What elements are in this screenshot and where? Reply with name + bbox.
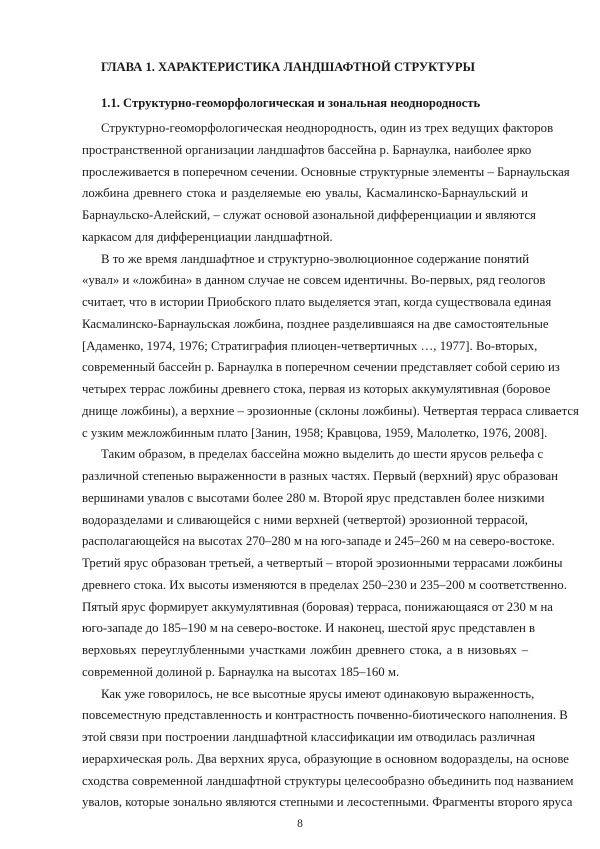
- text-line: Как уже говорилось, не все высотные ярусы имеют одинаковую выраженность,: [101, 686, 535, 701]
- text-line: водоразделами и сливающейся с ними верхней (четвертой) эрозионной террасой,: [82, 512, 528, 527]
- section-title: 1.1. Структурно-геоморфологическая и зональная неоднородность: [101, 96, 481, 110]
- text-line: каркасом для дифференциации ландшафтной.: [82, 229, 333, 244]
- text-line: Пятый ярус формирует аккумулятивная (боровая) терраса, понижающаяся от 230 м на: [82, 599, 553, 614]
- text-line: четырех террас ложбины древнего стока, первая из которых аккумулятивная (боровое: [82, 382, 551, 396]
- text-line: Касмалинско-Барнаульская ложбина, позднее разделившаяся на две самостоятельные: [82, 316, 549, 331]
- chapter-title: ГЛАВА 1. ХАРАКТЕРИСТИКА ЛАНДШАФТНОЙ СТРУКТУРЫ: [101, 60, 475, 74]
- text-line: располагающейся на высотах 270–280 м на юго-западе и 245–260 м на северо-востоке.: [82, 534, 555, 549]
- text-line: Барнаульско-Алейский, – служат основой азональной дифференциации и являются: [82, 208, 536, 222]
- body-text: [82, 118, 579, 814]
- text-line: пространственной организации ландшафтов бассейна р. Барнаулка, наиболее ярко: [82, 142, 532, 157]
- paragraph: [82, 249, 579, 445]
- text-line: днище ложбины), а верхние – эрозионные (склоны ложбины). Четвертая терраса сливается: [82, 403, 579, 418]
- text-line: прослеживается в поперечном сечении. Основные структурные элементы – Барнаульская: [82, 164, 570, 179]
- text-line: Третий ярус образован третьей, а четвертый – второй эрозионными террасами ложбины: [82, 556, 563, 570]
- page-number: 8: [297, 818, 303, 830]
- paragraph: [82, 444, 567, 683]
- text-line: В то же время ландшафтное и структурно-эволюционное содержание понятий: [101, 251, 530, 266]
- text-line: повсеместную представленность и контрастность почвенно-биотического наполнения. В: [82, 708, 568, 723]
- text-line: древнего стока. Их высоты изменяются в пределах 250–230 и 235–200 м соответственно.: [82, 577, 567, 592]
- text-line: различной степенью выраженности в разных частях. Первый (верхний) ярус образован: [82, 469, 559, 483]
- text-line: этой связи при построении ландшафтной классификации им отводилась различная: [82, 730, 536, 744]
- text-line: «увал» и «ложбина» в данном случае не совсем идентичны. Во-первых, ряд геологов: [82, 273, 546, 288]
- text-line: современной долиной р. Барнаулка на высотах 185–160 м.: [82, 664, 400, 679]
- text-line: Структурно-геоморфологическая неоднородность, один из трех ведущих факторов: [101, 121, 554, 135]
- text-line: юго-западе до 185–190 м на северо-востоке. И наконец, шестой ярус представлен в: [82, 621, 536, 636]
- text-line: верховьях переуглубленными участками ложбин древнего стока, а в низовьях –: [82, 643, 528, 657]
- text-line: современный бассейн р. Барнаулка в поперечном сечении представляет собой серию из: [82, 360, 560, 375]
- paragraph: [82, 118, 570, 249]
- text-line: вершинами увалов с высотами более 280 м. Второй ярус представлен более низкими: [82, 490, 545, 505]
- text-line: ложбина древнего стока и разделяемые ею увалы, Касмалинско-Барнаульский и: [82, 186, 528, 201]
- text-line: с узким межложбинным плато [Занин, 1958; Кравцова, 1959, Малолетко, 1976, 2008].: [82, 425, 548, 440]
- paragraph: [82, 684, 574, 815]
- text-line: увалов, которые зонально являются степными и лесостепными. Фрагменты второго яруса: [82, 795, 573, 810]
- text-line: Таким образом, в пределах бассейна можно выделить до шести ярусов рельефа с: [101, 447, 544, 462]
- text-line: [Адаменко, 1974, 1976; Стратиграфия плиоцен-четвертичных …, 1977]. Во-вторых,: [82, 338, 538, 353]
- text-line: сходства современной ландшафтной структуры целесообразно объединить под названием: [82, 773, 574, 788]
- text-line: считает, что в истории Приобского плато выделяется этап, когда существовала единая: [82, 295, 552, 309]
- text-line: иерархическая роль. Два верхних яруса, образующие в основном водоразделы, на основе: [82, 751, 569, 766]
